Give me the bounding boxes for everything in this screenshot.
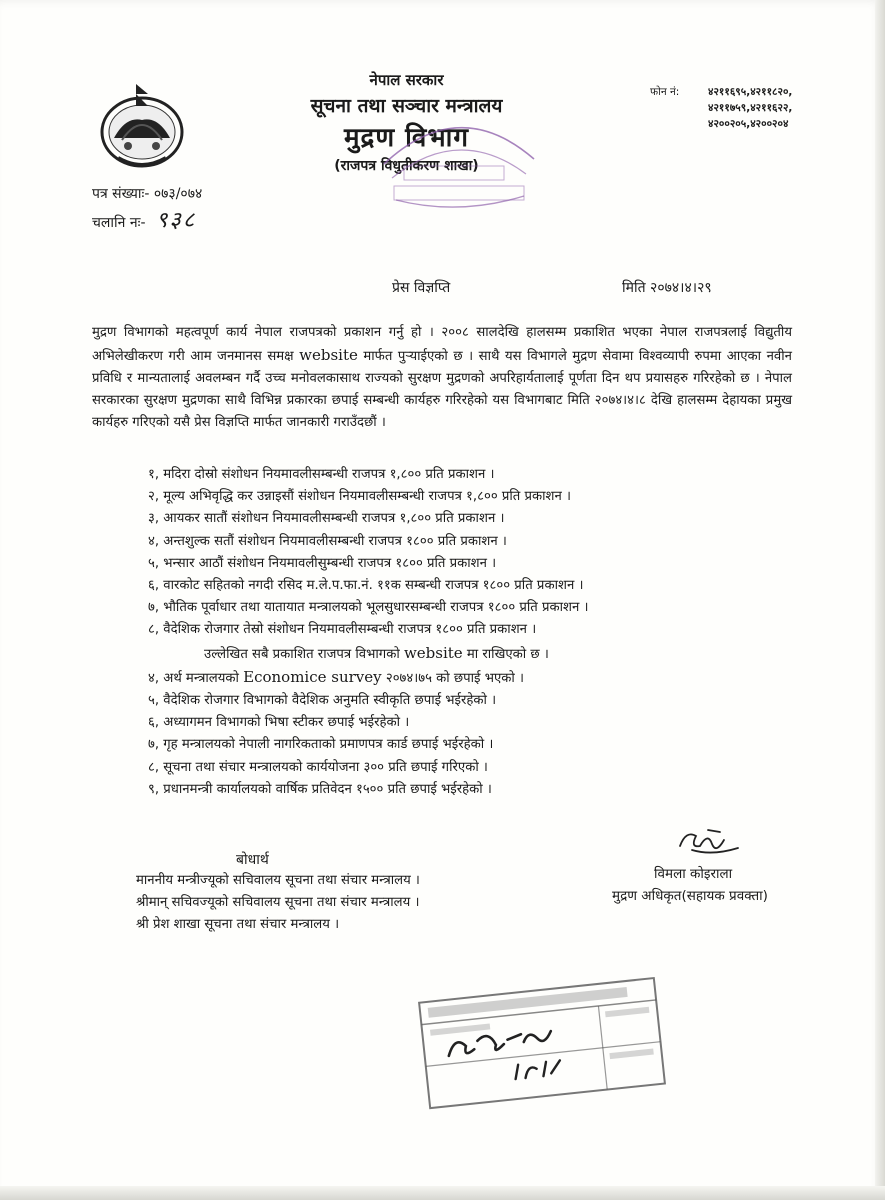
department-seal-icon: [374, 104, 544, 210]
letter-number-value: ०७३/०७४: [153, 186, 203, 202]
list-item: ५, भन्सार आठौं संशोधन नियमावलीसुम्बन्धी राजपत्र १८०० प्रति प्रकाशन ।: [148, 555, 497, 571]
signatory-title: मुद्रण अधिकृत(सहायक प्रवक्ता): [612, 888, 768, 904]
phone-line: ४२००२०५,४२००२०४: [708, 118, 789, 130]
list-item: ३, आयकर सातौं संशोधन नियमावलीसम्बन्धी राजपत्र १,८०० प्रति प्रकाशन ।: [148, 511, 505, 527]
activity-list: [148, 464, 798, 801]
list-item: ७, गृह मन्त्रालयको नेपाली नागरिकताको प्रमाणपत्र कार्ड छपाई भईरहेको ।: [148, 737, 494, 753]
list-item: ८, सूचना तथा संचार मन्त्रालयको कार्ययोजना ३०० प्रति छपाई गरिएको ।: [148, 759, 488, 775]
dispatch-number-value: ९३८: [155, 208, 197, 233]
cc-list: [136, 870, 420, 936]
notice-date: मिति २०७४।४।२९: [622, 280, 712, 296]
cc-label: बोधार्थ: [236, 852, 269, 868]
intro-text-part1: मुद्रण विभागको महत्वपूर्ण कार्य नेपाल राजपत्रको प्रकाशन गर्नु हो । २००८ सालदेखि हालसम्म प्रकाशित भएका नेपाल राजपत्रलाई विद्युतीय अभिलेखीकरण गरी आम जनमानस समक्ष: [92, 325, 792, 364]
scan-bottom-shadow: [0, 1186, 885, 1200]
phone-line: ४२११६९५,४२११८२०,: [708, 86, 793, 98]
list-item: ६, अध्यागमन विभागको भिषा स्टीकर छपाई भईरहेको ।: [148, 715, 410, 731]
item-part1: ४, अर्थ मन्त्रालयको: [148, 670, 244, 686]
phone-label: फोन नं:: [650, 86, 680, 98]
signatory-name: विमला कोइराला: [654, 866, 733, 882]
list-item: ४, अन्तशुल्क सतौं संशोधन नियमावलीसम्बन्धी राजपत्र १८०० प्रति प्रकाशन ।: [148, 533, 507, 549]
intro-paragraph: [92, 322, 792, 434]
cc-line: माननीय मन्त्रीज्यूको सचिवालय सूचना तथा संचार मन्त्रालय ।: [136, 873, 420, 888]
list-item: २, मूल्य अभिवृद्धि कर उन्नाइसौं संशोधन नियमावलीसम्बन्धी राजपत्र १,८०० प्रति प्रकाशन ।: [148, 489, 572, 505]
note-part1: उल्लेखित सबै प्रकाशित राजपत्र विभागको: [204, 646, 404, 662]
phone-line: ४२११७५९,४२११६२२,: [708, 102, 793, 114]
cc-line: श्री प्रेश शाखा सूचना तथा संचार मन्त्रालय ।: [136, 917, 340, 932]
section-name: (राजपत्र विधुतीकरण शाखा): [334, 158, 479, 174]
intro-text-part2: मार्फत पुऱ्याईएको छ । साथै यस विभागले मुद्रण सेवामा विश्वव्यापी रुपमा आएका नवीन प्रविधि र मान्यतालाई अवलम्बन गर्दै उच्च मनोवलकासाथ राज्यको सुरक्षण मुद्रणको अपरिहार्यतालाई पूर्णता दिन थप प्रयासहरु गरिरहेको छ । नेपाल सरकारका सुरक्षण मुद्रणका साथै विभिन्न प्रकारका छपाई सम्बन्धी कार्यहरु गरिरहेको यस विभागबाट मिति २०७४।४।८ देखि हालसम्म देहायका प्रमुख कार्यहरु गरिएको यसै प्रेस विज्ञप्ति मार्फत जानकारी गराउँदछौं ।: [92, 349, 792, 430]
website-note: [148, 642, 798, 666]
list-item: ९, प्रधानमन्त्री कार्यालयको वार्षिक प्रतिवेदन १५०० प्रति छपाई भईरहेको ।: [148, 781, 492, 797]
note-part2: मा राखिएको छ ।: [462, 646, 549, 662]
list-item: ६, वारकोट सहितको नगदी रसिद म.ले.प.फा.नं. ११क सम्बन्धी राजपत्र १८०० प्रति प्रकाशन ।: [148, 578, 584, 594]
phone-block: [650, 84, 793, 130]
cc-line: श्रीमान् सचिवज्यूको सचिवालय सूचना तथा संचार मन्त्रालय ।: [136, 895, 420, 910]
dispatch-number-label: चलानि नः-: [92, 215, 146, 231]
notice-title: प्रेस विज्ञप्ति: [392, 280, 451, 296]
department-name: मुद्रण विभाग: [343, 123, 470, 153]
ministry-name: सूचना तथा सञ्चार मन्त्रालय: [310, 95, 503, 117]
list-item: ७, भौतिक पूर्वाधार तथा यातायात मन्त्रालयको भूलसुधारसम्बन्धी राजपत्र १८०० प्रति प्रकाशन ।: [148, 600, 589, 616]
intro-website-word: website: [299, 346, 358, 364]
item-part2: २०७४।७५ को छपाई भएको ।: [381, 670, 525, 686]
list-item: ८, वैदेशिक रोजगार तेस्रो संशोधन नियमावलीसम्बन्धी राजपत्र १८०० प्रति प्रकाशन ।: [148, 622, 537, 638]
list-item: ५, वैदेशिक रोजगार विभागको वैदेशिक अनुमति स्वीकृति छपाई भईरहेको ।: [148, 693, 497, 709]
scan-edge-shadow: [875, 0, 885, 1200]
letter-number-label: पत्र संख्याः-: [92, 186, 150, 202]
signature-icon: [672, 826, 744, 862]
list-item: १, मदिरा दोस्रो संशोधन नियमावलीसम्बन्धी राजपत्र १,८०० प्रति प्रकाशन ।: [148, 467, 495, 482]
dispatch-number-line: [92, 204, 196, 234]
received-stamp-icon: [412, 976, 674, 1110]
phone-numbers: [708, 84, 792, 132]
note-website-word: website: [403, 643, 463, 662]
letter-number-line: [92, 184, 202, 203]
list-item: [148, 666, 798, 690]
government-name: नेपाल सरकार: [369, 71, 444, 89]
item-english-term: Economice survey: [243, 667, 382, 686]
